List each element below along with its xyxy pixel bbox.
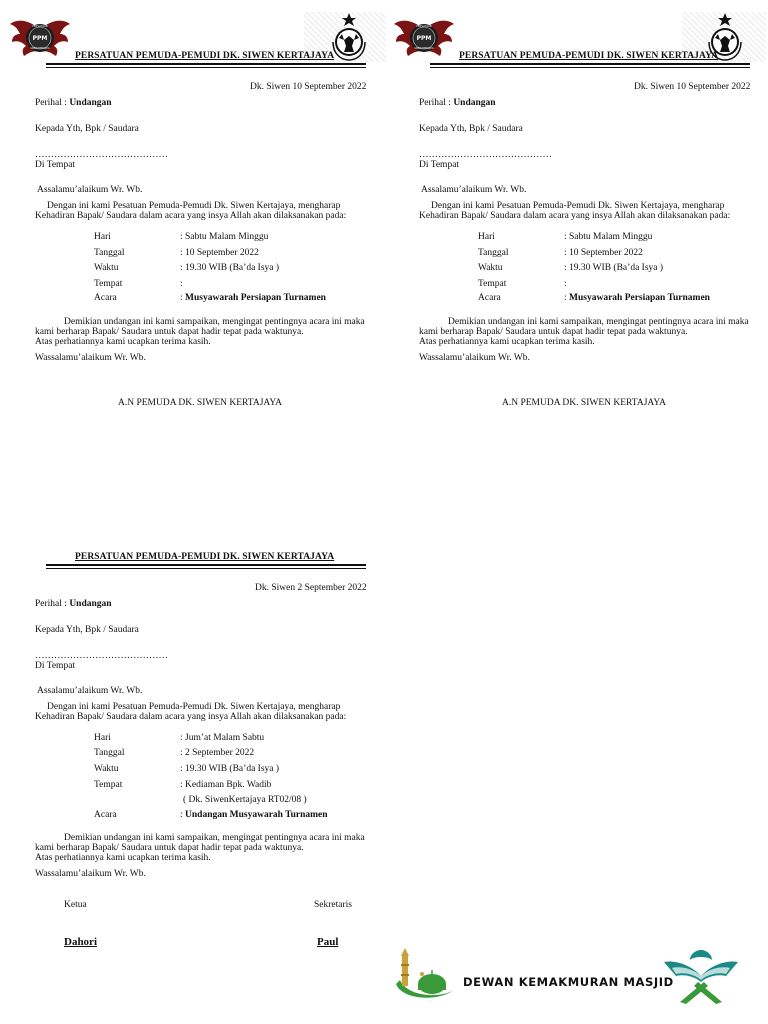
- ppm-winged-logo: [392, 12, 456, 62]
- closing-line-1: Demikian undangan ini kami sampaikan, mengingat pentingnya acara ini maka: [64, 833, 365, 843]
- detail-tanggal-label: Tanggal: [94, 248, 125, 258]
- body-line-2: Kehadiran Bapak/ Saudara dalam acara yang insya Allah akan dilaksanakan pada:: [35, 211, 347, 221]
- svg-text:PPM: PPM: [32, 35, 48, 42]
- detail-acara-label: Acara: [478, 293, 501, 303]
- kepada-line: Kepada Yth, Bpk / Saudara: [419, 124, 523, 134]
- svg-text:PPM: PPM: [416, 35, 432, 42]
- closing-line-3: Atas perhatiannya kami ucapkan terima kasih.: [35, 853, 211, 863]
- letter-heading: PERSATUAN PEMUDA-PEMUDI DK. SIWEN KERTAJAYA: [75, 552, 335, 562]
- closing-line-3: Atas perhatiannya kami ucapkan terima kasih.: [419, 337, 595, 347]
- body-line-1: Dengan ini kami Pesatuan Pemuda-Pemudi Dk. Siwen Kertajaya, mengharap: [47, 702, 341, 712]
- kepada-line: Kepada Yth, Bpk / Saudara: [35, 124, 139, 134]
- detail-tanggal-value: : 10 September 2022: [564, 248, 643, 258]
- detail-tempat-value: : Kediaman Bpk. Wadib: [180, 780, 272, 790]
- detail-tanggal-label: Tanggal: [94, 748, 125, 758]
- salam-opening: Assalamu’alaikum Wr. Wb.: [37, 185, 143, 195]
- body-line-1: Dengan ini kami Pesatuan Pemuda-Pemudi Dk. Siwen Kertajaya, mengharap: [431, 201, 725, 211]
- acara-text: Musyawarah Persiapan Turnamen: [185, 293, 326, 303]
- dkm-title: DEWAN KEMAKMURAN MASJID: [463, 975, 674, 989]
- detail-tempat-label: Tempat: [94, 279, 123, 289]
- detail-acara-value: [564, 293, 710, 304]
- detail-tempat-value: :: [180, 279, 183, 289]
- heading-rule-thin: [430, 67, 750, 68]
- letter-date: Dk. Siwen 10 September 2022: [250, 82, 367, 92]
- letter-date: Dk. Siwen 2 September 2022: [255, 583, 367, 593]
- di-tempat: Di Tempat: [35, 661, 76, 671]
- body-line-1: Dengan ini kami Pesatuan Pemuda-Pemudi Dk. Siwen Kertajaya, mengharap: [47, 201, 341, 211]
- body-line-2: Kehadiran Bapak/ Saudara dalam acara yang insya Allah akan dilaksanakan pada:: [419, 211, 731, 221]
- detail-waktu-value: : 19.30 WIB (Ba’da Isya ): [180, 764, 280, 774]
- recipient-dots: ……………………………………: [35, 651, 168, 661]
- acara-text: Musyawarah Persiapan Turnamen: [569, 293, 710, 303]
- closing-line-2: kami berharap Bapak/ Saudara untuk dapat hadir tepat pada waktunya.: [35, 327, 304, 337]
- detail-hari-label: Hari: [478, 232, 495, 242]
- mosque-icon: [392, 946, 458, 1002]
- detail-waktu-value: : 19.30 WIB (Ba’da Isya ): [180, 263, 280, 273]
- body-line-2: Kehadiran Bapak/ Saudara dalam acara yang insya Allah akan dilaksanakan pada:: [35, 712, 347, 722]
- recipient-dots: ……………………………………: [419, 150, 552, 160]
- detail-waktu-label: Waktu: [94, 764, 119, 774]
- sekretaris-label: Sekretaris: [314, 900, 352, 910]
- acara-prefix: :: [564, 293, 570, 303]
- closing-line-2: kami berharap Bapak/ Saudara untuk dapat hadir tepat pada waktunya.: [419, 327, 688, 337]
- letter-heading: PERSATUAN PEMUDA-PEMUDI DK. SIWEN KERTAJAYA: [459, 51, 719, 61]
- detail-waktu-label: Waktu: [478, 263, 503, 273]
- detail-acara-value: [180, 293, 326, 304]
- svg-text:SIWEN KERTAJAYA: SIWEN KERTAJAYA: [414, 47, 434, 50]
- detail-tanggal-value: : 2 September 2022: [180, 748, 255, 758]
- di-tempat: Di Tempat: [35, 160, 76, 170]
- detail-hari-label: Hari: [94, 733, 111, 743]
- wassalam: Wassalamu’alaikum Wr. Wb.: [419, 353, 530, 363]
- letter-heading: PERSATUAN PEMUDA-PEMUDI DK. SIWEN KERTAJAYA: [75, 51, 335, 61]
- closing-line-1: Demikian undangan ini kami sampaikan, mengingat pentingnya acara ini maka: [448, 317, 749, 327]
- ketua-name: Dahori: [64, 936, 97, 948]
- acara-text: Undangan Musyawarah Turnamen: [185, 810, 328, 820]
- open-quran-icon: [660, 946, 742, 1004]
- perihal-label: Perihal :: [419, 98, 454, 108]
- closing-line-2: kami berharap Bapak/ Saudara untuk dapat hadir tepat pada waktunya.: [35, 843, 304, 853]
- perihal-value: Undangan: [453, 98, 496, 108]
- heading-rule-thick: [46, 63, 366, 65]
- perihal-label: Perihal :: [35, 98, 70, 108]
- closing-line-1: Demikian undangan ini kami sampaikan, mengingat pentingnya acara ini maka: [64, 317, 365, 327]
- heading-rule-thick: [430, 63, 750, 65]
- detail-hari-value: : Sabtu Malam Minggu: [564, 232, 653, 242]
- detail-hari-value: : Sabtu Malam Minggu: [180, 232, 269, 242]
- di-tempat: Di Tempat: [419, 160, 460, 170]
- signature-line: A.N PEMUDA DK. SIWEN KERTAJAYA: [118, 398, 283, 408]
- letter-date: Dk. Siwen 10 September 2022: [634, 82, 751, 92]
- recipient-dots: ……………………………………: [35, 150, 168, 160]
- kepada-line: Kepada Yth, Bpk / Saudara: [35, 625, 139, 635]
- detail-tanggal-value: : 10 September 2022: [180, 248, 259, 258]
- acara-prefix: :: [180, 293, 186, 303]
- salam-opening: Assalamu’alaikum Wr. Wb.: [37, 686, 143, 696]
- detail-acara-value: [180, 810, 328, 821]
- detail-tempat-value: :: [564, 279, 567, 289]
- detail-tempat-address: ( Dk. SiwenKertajaya RT02/08 ): [183, 795, 307, 805]
- detail-tanggal-label: Tanggal: [478, 248, 509, 258]
- detail-waktu-value: : 19.30 WIB (Ba’da Isya ): [564, 263, 664, 273]
- acara-prefix: :: [180, 810, 186, 820]
- svg-text:PERSATUAN: PERSATUAN: [32, 25, 48, 28]
- detail-tempat-label: Tempat: [478, 279, 507, 289]
- sekretaris-name: Paul: [317, 936, 339, 948]
- heading-rule-thin: [46, 67, 366, 68]
- detail-hari-value: : Jum’at Malam Sabtu: [180, 733, 265, 743]
- detail-acara-label: Acara: [94, 810, 117, 820]
- perihal-line: [35, 98, 112, 109]
- svg-text:SIWEN KERTAJAYA: SIWEN KERTAJAYA: [30, 47, 50, 50]
- perihal-label: Perihal :: [35, 599, 70, 609]
- detail-acara-label: Acara: [94, 293, 117, 303]
- perihal-line: [419, 98, 496, 109]
- perihal-value: Undangan: [69, 98, 112, 108]
- heading-rule-thick: [46, 564, 366, 566]
- ketua-label: Ketua: [64, 900, 87, 910]
- perihal-line: [35, 599, 112, 610]
- svg-text:PERSATUAN: PERSATUAN: [416, 25, 432, 28]
- perihal-value: Undangan: [69, 599, 112, 609]
- ppm-winged-logo: [8, 12, 72, 62]
- wassalam: Wassalamu’alaikum Wr. Wb.: [35, 869, 146, 879]
- signature-line: A.N PEMUDA DK. SIWEN KERTAJAYA: [502, 398, 667, 408]
- closing-line-3: Atas perhatiannya kami ucapkan terima kasih.: [35, 337, 211, 347]
- salam-opening: Assalamu’alaikum Wr. Wb.: [421, 185, 527, 195]
- detail-waktu-label: Waktu: [94, 263, 119, 273]
- detail-hari-label: Hari: [94, 232, 111, 242]
- wassalam: Wassalamu’alaikum Wr. Wb.: [35, 353, 146, 363]
- heading-rule-thin: [46, 568, 366, 569]
- detail-tempat-label: Tempat: [94, 780, 123, 790]
